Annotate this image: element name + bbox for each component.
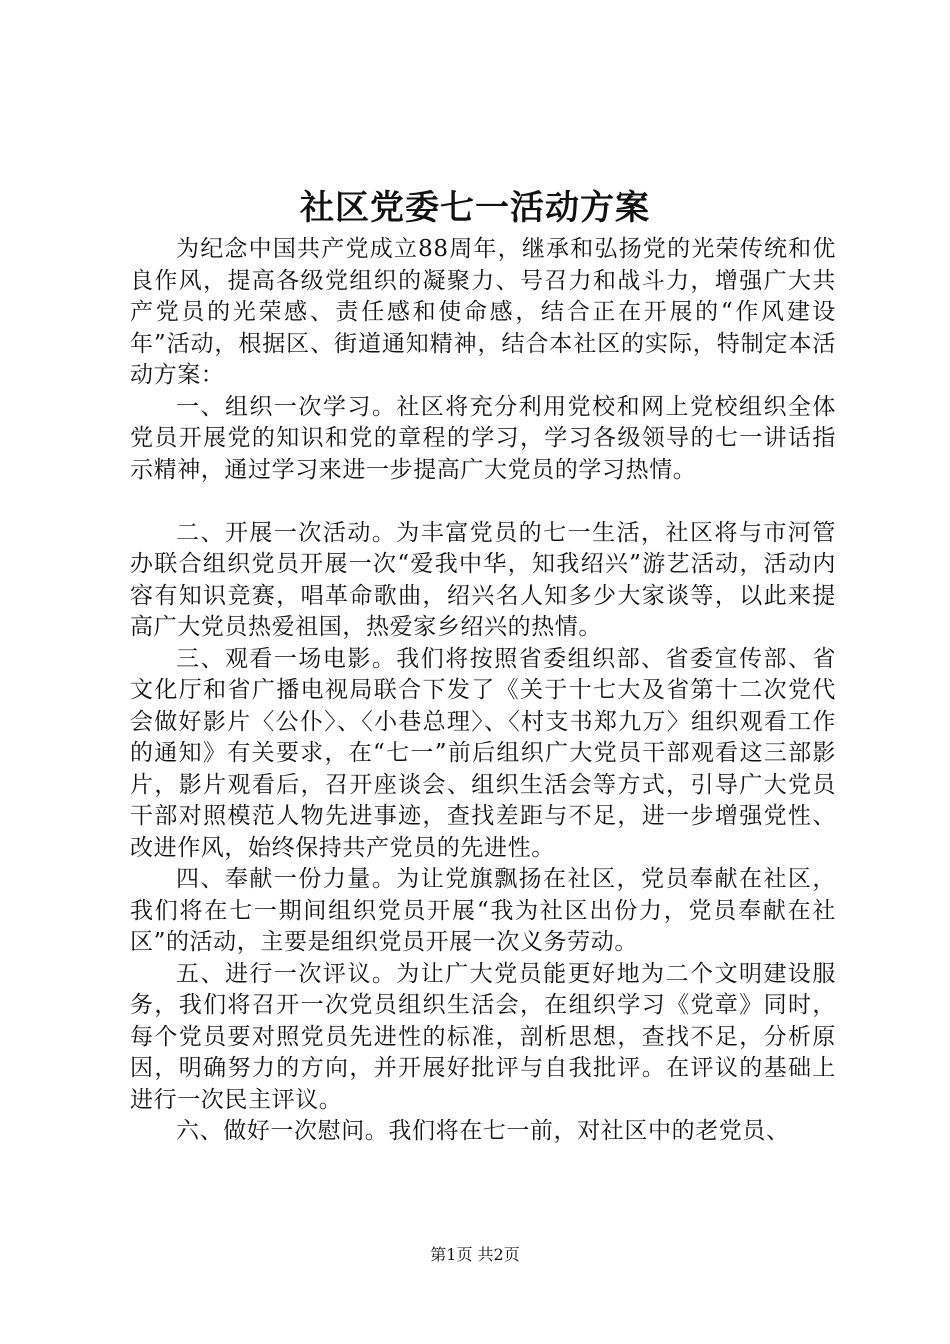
page-number-footer: 第1页 共2页 (430, 1245, 520, 1264)
section-3-paragraph: 三、观看一场电影。我们将按照省委组织部、省委宣传部、省文化厅和省广播电视局联合下发了《关于十七大及省第十二次党代会做好影片〈公仆〉、〈小巷总理〉、〈村支书郑九万〉组织观看工作的通知》有关要求，在“七一”前后组织广大党员干部观看这三部影片，影片观看后，召开座谈会、组织生活会等方式，引导广大党员干部对照模范人物先进事迹，查找差距与不足，进一步增强党性、改进作风，始终保持共产党员的先进性。 (130, 645, 836, 861)
intro-paragraph: 为纪念中国共产党成立88周年，继承和弘扬党的光荣传统和优良作风，提高各级党组织的凝聚力、号召力和战斗力，增强广大共产党员的光荣感、责任感和使命感，结合正在开展的“作风建设年”活动，根据区、街道通知精神，结合本社区的实际，特制定本活动方案： (130, 236, 836, 388)
document-body (130, 234, 836, 1148)
section-1-paragraph: 一、组织一次学习。社区将充分利用党校和网上党校组织全体党员开展党的知识和党的章程的学习，学习各级领导的七一讲话指示精神，通过学习来进一步提高广大党员的学习热情。 (130, 393, 836, 483)
section-2-paragraph: 二、开展一次活动。为丰富党员的七一生活，社区将与市河管办联合组织党员开展一次“爱我中华，知我绍兴”游艺活动，活动内容有知识竞赛，唱革命歌曲，绍兴名人知多少大家谈等，以此来提高广大党员热爱祖国，热爱家乡绍兴的热情。 (130, 519, 836, 640)
section-4-paragraph: 四、奉献一份力量。为让党旗飘扬在社区，党员奉献在社区，我们将在七一期间组织党员开展“我为社区出份力，党员奉献在社区”的活动，主要是组织党员开展一次义务劳动。 (130, 866, 836, 955)
section-6-paragraph: 六、做好一次慰问。我们将在七一前，对社区中的老党员、 (176, 1118, 790, 1144)
section-5-paragraph: 五、进行一次评议。为让广大党员能更好地为二个文明建设服务，我们将召开一次党员组织生活会，在组织学习《党章》同时，每个党员要对照党员先进性的标准，剖析思想，查找不足，分析原因，明确努力的方向，并开展好批评与自我批评。在评议的基础上进行一次民主评议。 (130, 960, 836, 1113)
document-title: 社区党委七一活动方案 (300, 188, 650, 228)
